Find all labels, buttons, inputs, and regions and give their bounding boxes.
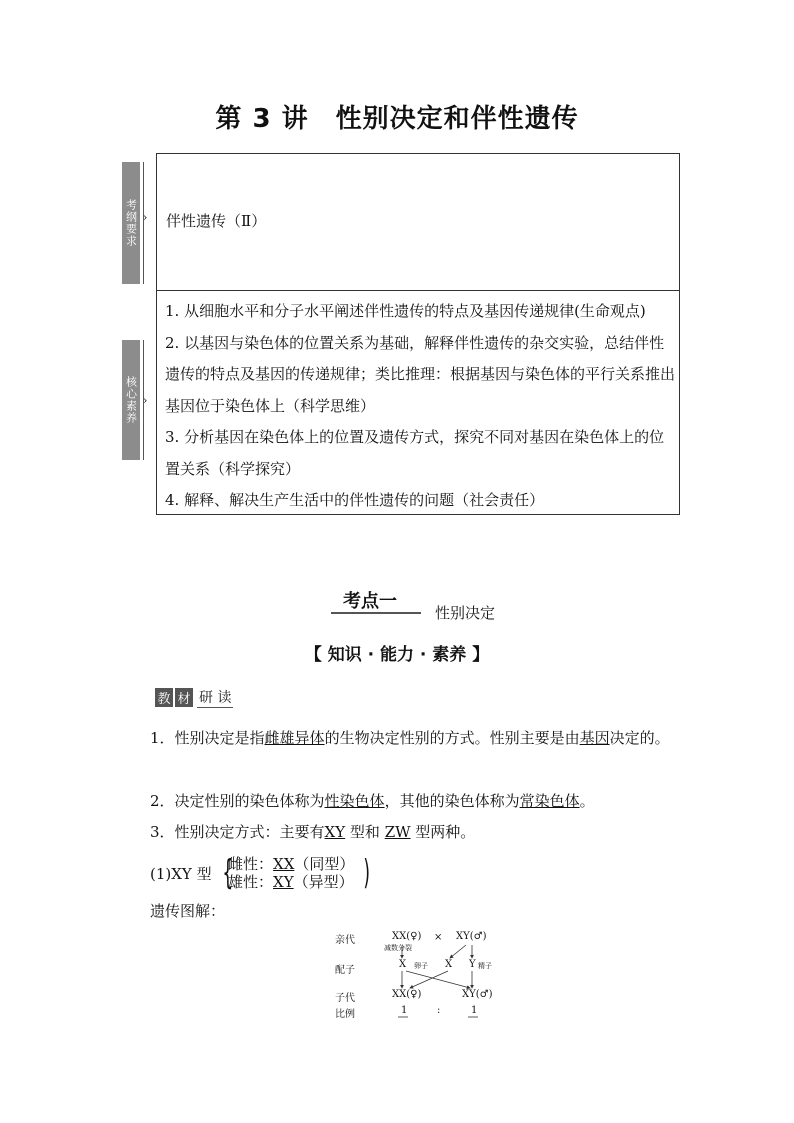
answer: XY (324, 823, 346, 841)
egg-label: 卵子 (414, 962, 428, 970)
text: ，其他的染色体称为 (384, 792, 520, 810)
tag-text: 研 读 (197, 687, 233, 708)
hexin-list (165, 296, 675, 517)
page-title: 第 3 讲 性别决定和伴性遗传 (215, 104, 579, 134)
hexin-item: 2. 以基因与染色体的位置关系为基础，解释伴性遗传的杂交实验，总结伴性遗传的特点及基因的传递规律；类比推理：根据基因与染色体的平行关系推出基因位于染色体上（科学思维） (165, 333, 676, 415)
cross-symbol: × (434, 932, 443, 943)
hexin-item: 3. 分析基因在染色体上的位置及遗传方式，探究不同对基因在染色体上的位置关系（科学探究） (165, 428, 665, 478)
parent-male: XY(♂) (456, 931, 487, 942)
ratio-value: 1 (471, 1005, 478, 1016)
text: 决定的。 (609, 729, 670, 747)
section-subtitle: 性别决定 (435, 604, 496, 622)
child-male: XY(♂) (462, 989, 493, 1000)
hexin-item: 1. 从细胞水平和分子水平阐述伴性遗传的特点及基因传递规律(生命观点) (165, 302, 646, 320)
banner-underline (331, 612, 421, 614)
inheritance-diagram (330, 925, 530, 1025)
kaogang-text: 伴性遗传（Ⅱ） (166, 212, 267, 230)
side-tab-hexin (122, 340, 140, 460)
text: 。 (579, 792, 595, 810)
ratio-value: 1 (401, 1005, 408, 1016)
text: 1．性别决定是指 (150, 729, 265, 747)
xy-label: (1)XY 型 (150, 865, 212, 883)
row-label: 子代 (335, 993, 355, 1004)
text: 型两种。 (410, 823, 476, 841)
row-label: 配子 (335, 965, 355, 976)
text: （异型） (293, 873, 354, 891)
row-label: 比例 (335, 1009, 355, 1020)
answer: 性染色体 (324, 792, 385, 810)
text: 型和 (345, 823, 385, 841)
gamete: Y (469, 959, 476, 970)
knowledge-header: 【 知识 · 能力 · 素养 】 (304, 645, 490, 665)
paragraph-2 (150, 786, 710, 817)
paragraph-4: 遗传图解： (150, 902, 226, 920)
side-tab-hexin-label: 核心素养 (124, 376, 138, 424)
tag-char: 材 (175, 688, 193, 707)
text: 雄性： (228, 873, 274, 891)
paragraph-3 (150, 817, 710, 848)
answer: 常染色体 (519, 792, 580, 810)
xy-male-line (228, 871, 354, 892)
chevron-right-icon: › (143, 211, 148, 224)
meiosis-label: 减数分裂 (384, 944, 412, 952)
answer: XX (273, 855, 295, 873)
hexin-box (156, 291, 680, 515)
gamete: X (445, 959, 453, 970)
sperm-label: 精子 (478, 962, 492, 970)
diagram-arrows (330, 925, 530, 1025)
hexin-item: 4. 解释、解决生产生活中的伴性遗传的问题（社会责任） (165, 491, 545, 509)
child-female: XX(♀) (392, 989, 422, 1000)
answer: ZW (384, 823, 411, 841)
parent-female: XX(♀) (392, 931, 422, 942)
answer: XY (273, 873, 294, 891)
tag-char: 教 (155, 688, 173, 707)
answer: 雌雄异体 (264, 729, 325, 747)
ratio-colon: : (437, 1005, 441, 1016)
text: 雌性： (228, 855, 274, 873)
right-brace: ) (363, 853, 370, 893)
chevron-right-icon: › (143, 394, 148, 407)
text: 2．决定性别的染色体称为 (150, 792, 325, 810)
paragraph-1 (118, 723, 678, 754)
row-label: 亲代 (335, 935, 355, 946)
kaogang-box (156, 153, 680, 291)
answer: 基因 (579, 729, 610, 747)
left-brace: { (222, 853, 234, 893)
side-tab-kaogang-label: 考纲要求 (124, 199, 138, 247)
text: 的生物决定性别的方式。性别主要是由 (324, 729, 580, 747)
text: 3．性别决定方式：主要有 (150, 823, 325, 841)
section-banner: 考点一 (343, 591, 397, 612)
gamete: X (399, 959, 407, 970)
text: （同型） (294, 855, 355, 873)
side-tab-kaogang (122, 162, 140, 284)
textbook-tag (155, 687, 233, 708)
